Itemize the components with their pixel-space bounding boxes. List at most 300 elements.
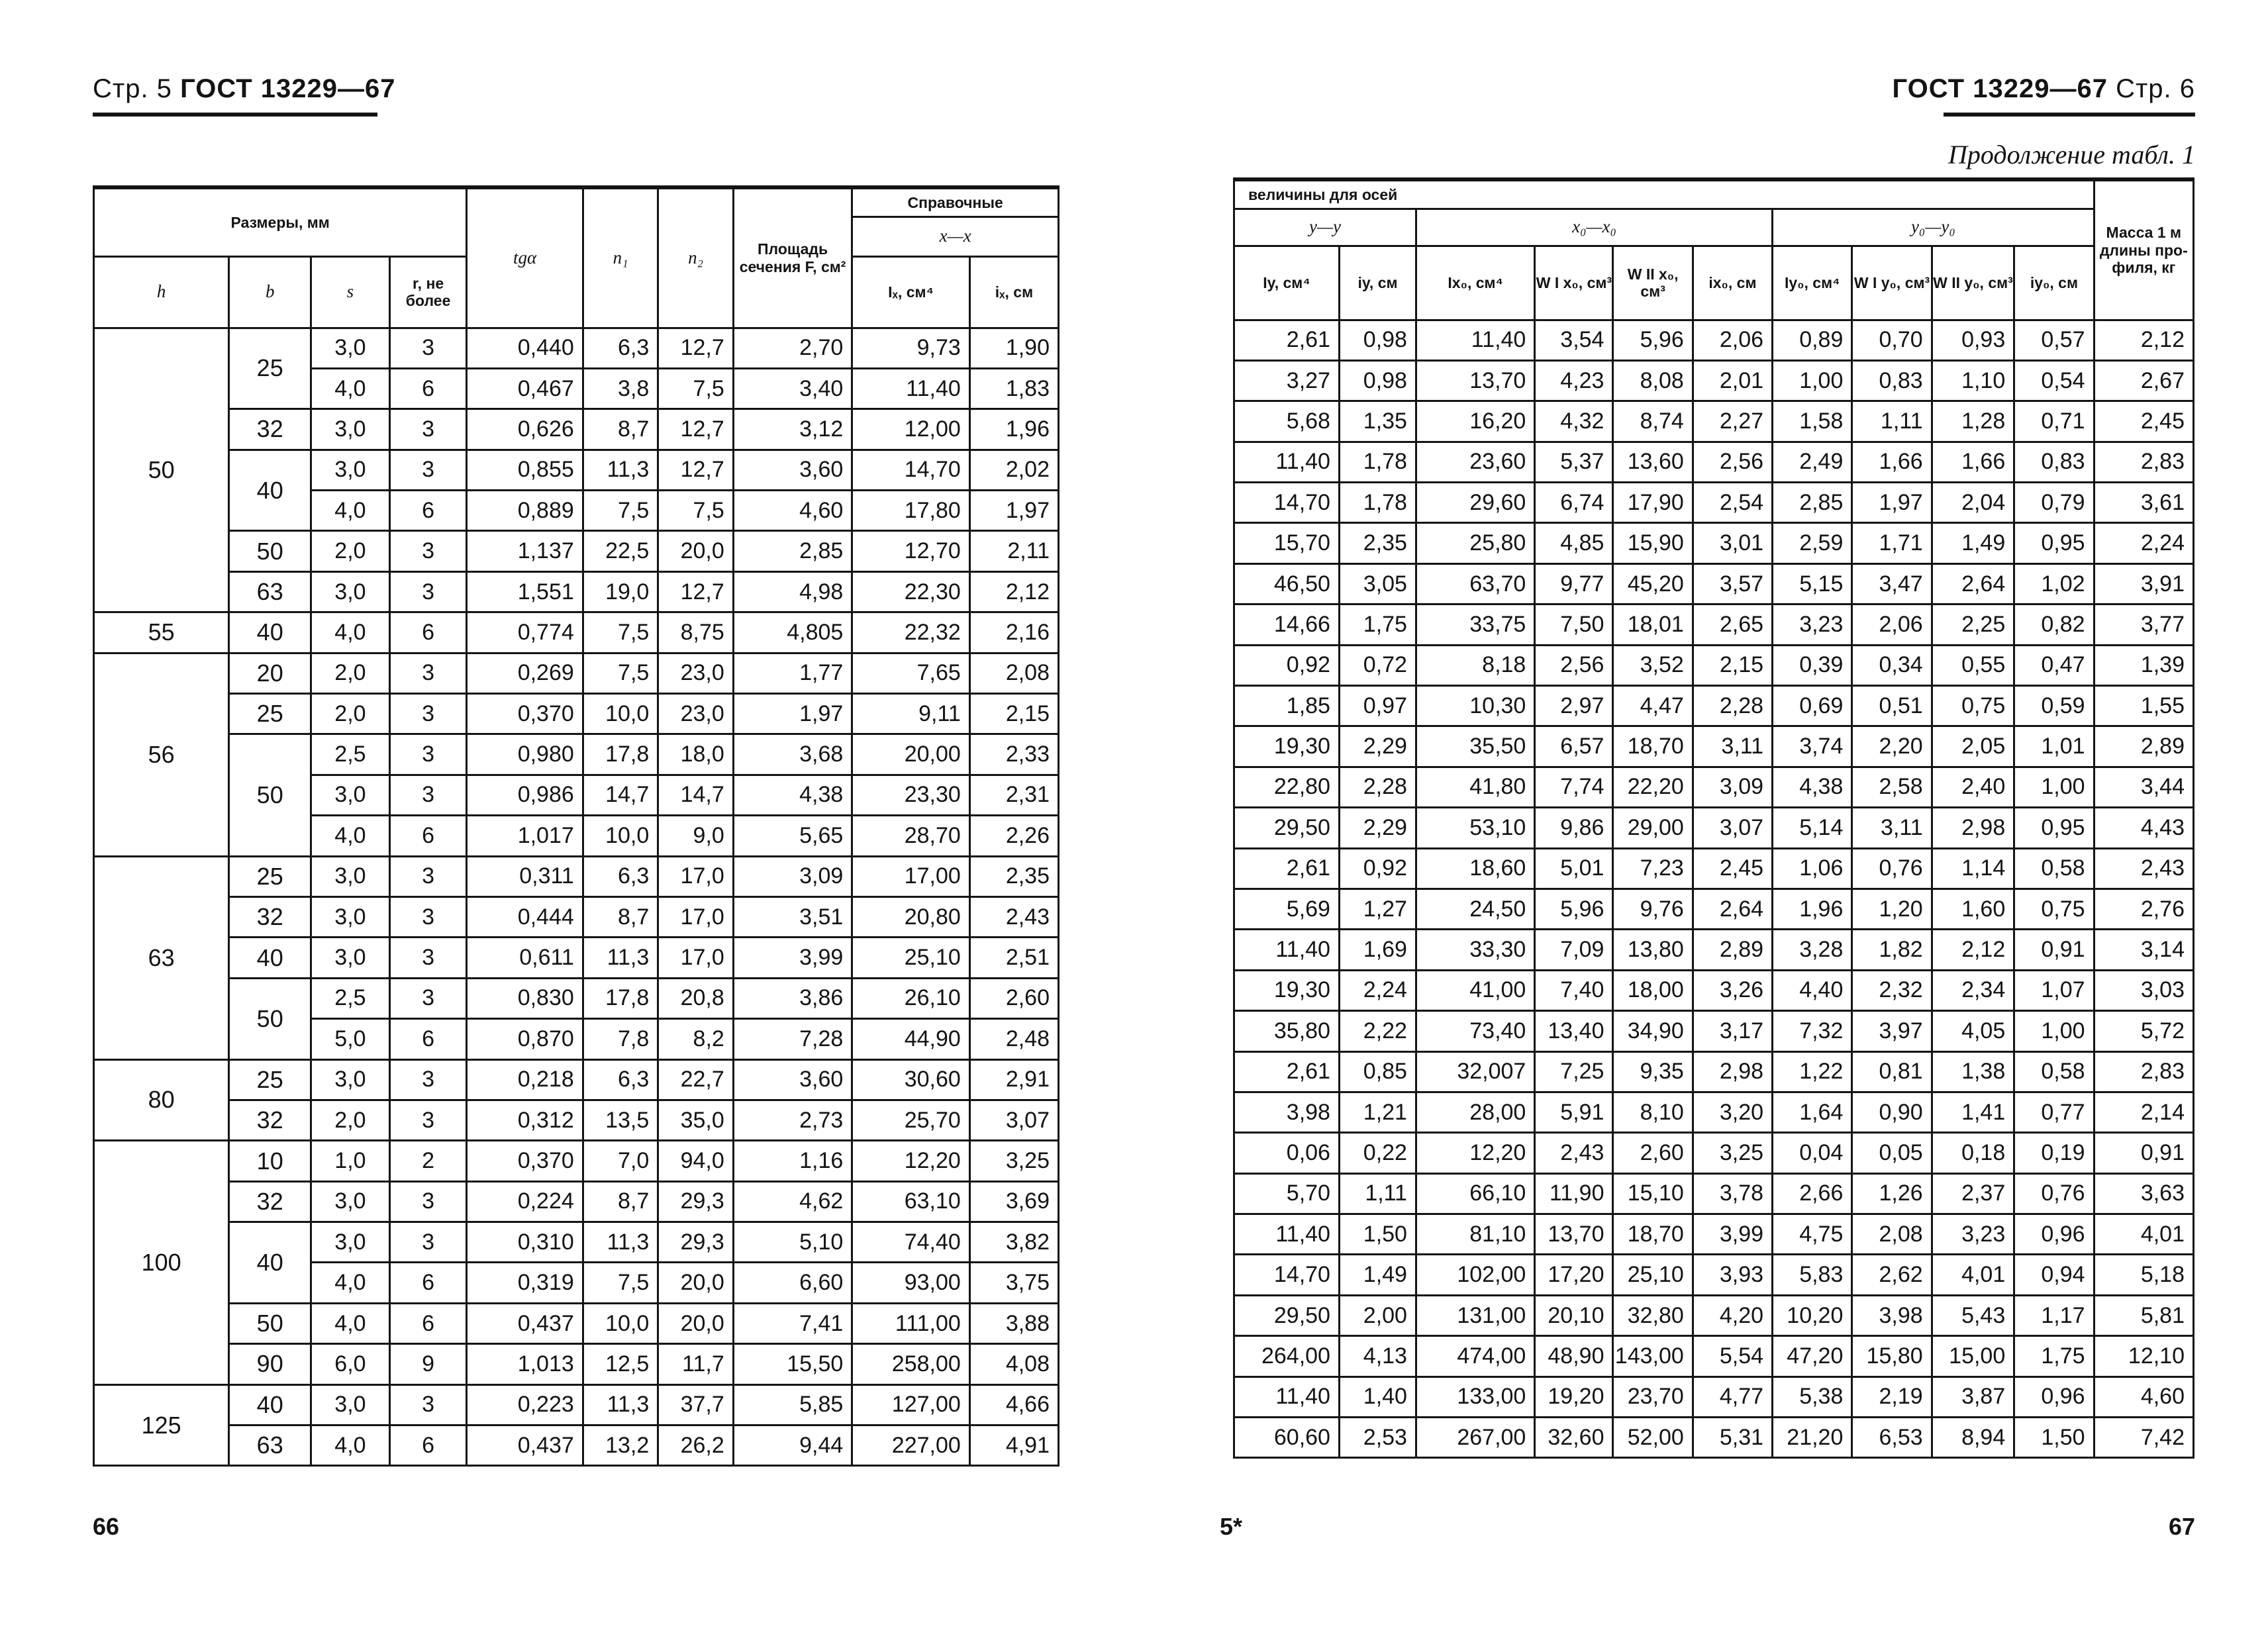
cell-b: 25 <box>229 328 311 409</box>
cell-ix-small: 1,83 <box>969 368 1058 409</box>
cell-ix0-big: 25,80 <box>1416 523 1534 563</box>
cell-wx0-1: 4,32 <box>1535 401 1613 442</box>
cell-r: 3 <box>389 531 467 571</box>
cell-wx0-1: 20,10 <box>1535 1295 1613 1335</box>
cell-ix0-small: 2,56 <box>1693 442 1772 482</box>
left-head-rule <box>93 113 377 117</box>
cell-wy0-2: 1,14 <box>1932 848 2014 889</box>
table-row <box>94 1141 1059 1181</box>
cell-ix-big: 63,10 <box>852 1181 969 1222</box>
cell-r: 3 <box>389 1059 467 1100</box>
cell-b: 63 <box>229 1425 311 1466</box>
cell-ix0-big: 131,00 <box>1416 1295 1534 1335</box>
cell-n2: 14,7 <box>658 775 734 815</box>
cell-wy0-1: 3,97 <box>1852 1011 1932 1051</box>
cell-wx0-1: 5,91 <box>1535 1092 1613 1132</box>
cell-iy0-big: 0,69 <box>1773 686 1852 726</box>
cell-n1: 10,0 <box>583 816 658 856</box>
cell-mass: 2,67 <box>2094 360 2193 401</box>
cell-ix-big: 7,65 <box>852 653 969 693</box>
cell-r: 6 <box>389 368 467 409</box>
cell-ix0-big: 474,00 <box>1416 1336 1534 1376</box>
cell-wy0-2: 3,23 <box>1932 1214 2014 1255</box>
cell-wx0-1: 6,57 <box>1535 726 1613 767</box>
cell-wx0-1: 6,74 <box>1535 483 1613 523</box>
cell-ix0-small: 3,57 <box>1693 563 1772 604</box>
cell-mass: 2,43 <box>2094 848 2193 889</box>
cell-area: 6,60 <box>733 1263 852 1303</box>
cell-ix-small: 3,75 <box>969 1263 1058 1303</box>
cell-mass: 3,77 <box>2094 604 2193 645</box>
cell-tga: 0,223 <box>467 1384 583 1425</box>
cell-ix-big: 20,80 <box>852 896 969 937</box>
cell-area: 15,50 <box>733 1344 852 1384</box>
cell-wy0-2: 8,94 <box>1932 1418 2014 1458</box>
cell-area: 5,85 <box>733 1384 852 1425</box>
cell-wx0-2: 22,20 <box>1613 767 1693 807</box>
cell-n2: 17,0 <box>658 938 734 978</box>
cell-iy0-big: 10,20 <box>1773 1295 1852 1335</box>
cell-n1: 8,7 <box>583 409 658 450</box>
cell-n2: 22,7 <box>658 1059 734 1100</box>
cell-r: 3 <box>389 571 467 612</box>
cell-area: 3,68 <box>733 734 852 775</box>
cell-wx0-1: 9,86 <box>1535 808 1613 848</box>
table-row <box>1234 1011 2194 1051</box>
cell-n1: 14,7 <box>583 775 658 815</box>
cell-ix-small: 2,15 <box>969 694 1058 734</box>
cell-b: 40 <box>229 1222 311 1304</box>
cell-mass: 7,42 <box>2094 1418 2193 1458</box>
cell-ix0-small: 3,99 <box>1693 1214 1772 1255</box>
cell-iy0-big: 2,85 <box>1773 483 1852 523</box>
cell-mass: 2,45 <box>2094 401 2193 442</box>
cell-area: 9,44 <box>733 1425 852 1466</box>
cell-wx0-1: 7,74 <box>1535 767 1613 807</box>
cell-s: 4,0 <box>311 1263 390 1303</box>
cell-iy0-big: 21,20 <box>1773 1418 1852 1458</box>
cell-s: 4,0 <box>311 491 390 531</box>
table-row <box>94 938 1059 978</box>
cell-ix0-big: 24,50 <box>1416 889 1534 929</box>
cell-wx0-1: 4,85 <box>1535 523 1613 563</box>
cell-iy0-big: 2,66 <box>1773 1173 1852 1214</box>
cell-n1: 8,7 <box>583 1181 658 1222</box>
cell-ix0-small: 2,98 <box>1693 1051 1772 1092</box>
header-iy-big: Iy, см⁴ <box>1234 246 1340 320</box>
cell-n1: 8,7 <box>583 896 658 937</box>
cell-mass: 5,18 <box>2094 1255 2193 1295</box>
cell-wx0-1: 7,25 <box>1535 1051 1613 1092</box>
table-row <box>94 571 1059 612</box>
cell-iy0-small: 1,50 <box>2014 1418 2094 1458</box>
cell-n2: 12,7 <box>658 571 734 612</box>
cell-ix0-big: 267,00 <box>1416 1418 1534 1458</box>
cell-iy-small: 2,24 <box>1339 970 1416 1010</box>
cell-iy0-small: 1,17 <box>2014 1295 2094 1335</box>
cell-ix-small: 1,90 <box>969 328 1058 368</box>
cell-n1: 13,2 <box>583 1425 658 1466</box>
cell-s: 4,0 <box>311 1303 390 1343</box>
cell-ix0-big: 13,70 <box>1416 360 1534 401</box>
cell-wx0-2: 18,70 <box>1613 1214 1693 1255</box>
cell-r: 6 <box>389 1425 467 1466</box>
cell-iy-small: 1,78 <box>1339 483 1416 523</box>
cell-ix-small: 2,11 <box>969 531 1058 571</box>
cell-b: 40 <box>229 1384 311 1425</box>
cell-b: 40 <box>229 450 311 531</box>
cell-wy0-2: 1,28 <box>1932 401 2014 442</box>
cell-b: 32 <box>229 896 311 937</box>
table-row <box>94 1059 1059 1100</box>
cell-n2: 20,0 <box>658 1263 734 1303</box>
cell-wx0-1: 48,90 <box>1535 1336 1613 1376</box>
cell-ix0-big: 32,007 <box>1416 1051 1534 1092</box>
cell-n1: 17,8 <box>583 734 658 775</box>
cell-wy0-2: 2,98 <box>1932 808 2014 848</box>
cell-b: 40 <box>229 938 311 978</box>
cell-ix-small: 2,51 <box>969 938 1058 978</box>
cell-b: 90 <box>229 1344 311 1384</box>
cell-wx0-1: 5,37 <box>1535 442 1613 482</box>
cell-wy0-1: 1,11 <box>1852 401 1932 442</box>
cell-iy0-small: 0,75 <box>2014 889 2094 929</box>
cell-area: 4,60 <box>733 491 852 531</box>
table-row <box>1234 1051 2194 1092</box>
cell-ix0-big: 66,10 <box>1416 1173 1534 1214</box>
left-folio: 66 <box>93 1513 120 1540</box>
cell-n2: 17,0 <box>658 896 734 937</box>
cell-area: 4,805 <box>733 612 852 653</box>
cell-wx0-2: 13,60 <box>1613 442 1693 482</box>
cell-ix0-big: 33,75 <box>1416 604 1534 645</box>
cell-b: 40 <box>229 612 311 653</box>
cell-iy-big: 46,50 <box>1234 563 1340 604</box>
cell-iy-small: 1,21 <box>1339 1092 1416 1132</box>
cell-wy0-1: 2,58 <box>1852 767 1932 807</box>
cell-b: 50 <box>229 978 311 1059</box>
cell-n1: 7,8 <box>583 1019 658 1059</box>
cell-ix0-big: 53,10 <box>1416 808 1534 848</box>
cell-wy0-2: 2,12 <box>1932 930 2014 970</box>
cell-s: 2,0 <box>311 531 390 571</box>
cell-wy0-2: 5,43 <box>1932 1295 2014 1335</box>
cell-ix0-small: 3,07 <box>1693 808 1772 848</box>
table-row <box>94 1344 1059 1384</box>
cell-wx0-1: 32,60 <box>1535 1418 1613 1458</box>
cell-ix0-big: 8,18 <box>1416 645 1534 685</box>
cell-s: 3,0 <box>311 1059 390 1100</box>
cell-wx0-2: 18,01 <box>1613 604 1693 645</box>
cell-area: 4,62 <box>733 1181 852 1222</box>
cell-ix-small: 2,43 <box>969 896 1058 937</box>
cell-ix-small: 3,69 <box>969 1181 1058 1222</box>
cell-mass: 2,83 <box>2094 442 2193 482</box>
cell-wx0-2: 143,00 <box>1613 1336 1693 1376</box>
cell-iy-small: 1,11 <box>1339 1173 1416 1214</box>
cell-ix0-small: 2,65 <box>1693 604 1772 645</box>
cell-iy0-small: 0,57 <box>2014 320 2094 360</box>
cell-r: 3 <box>389 938 467 978</box>
cell-tga: 0,370 <box>467 694 583 734</box>
cell-iy-big: 2,61 <box>1234 848 1340 889</box>
cell-area: 7,41 <box>733 1303 852 1343</box>
cell-ix-small: 2,12 <box>969 571 1058 612</box>
header-dimensions: Размеры, мм <box>94 187 467 256</box>
cell-tga: 1,013 <box>467 1344 583 1384</box>
table-row <box>94 531 1059 571</box>
cell-iy-big: 14,70 <box>1234 1255 1340 1295</box>
cell-n2: 12,7 <box>658 450 734 490</box>
cell-r: 6 <box>389 491 467 531</box>
cell-iy-big: 29,50 <box>1234 1295 1340 1335</box>
table-row <box>1234 1376 2194 1417</box>
cell-ix-big: 11,40 <box>852 368 969 409</box>
cell-r: 3 <box>389 694 467 734</box>
cell-iy0-small: 1,75 <box>2014 1336 2094 1376</box>
cell-n1: 13,5 <box>583 1100 658 1140</box>
table-row <box>1234 767 2194 807</box>
cell-tga: 1,551 <box>467 571 583 612</box>
cell-ix-small: 2,91 <box>969 1059 1058 1100</box>
cell-wy0-2: 0,93 <box>1932 320 2014 360</box>
header-wx0-1: W I x₀, см³ <box>1535 246 1613 320</box>
cell-iy-big: 3,98 <box>1234 1092 1340 1132</box>
cell-wy0-2: 3,87 <box>1932 1376 2014 1417</box>
cell-area: 1,16 <box>733 1141 852 1181</box>
cell-ix-small: 1,97 <box>969 491 1058 531</box>
cell-iy0-small: 0,96 <box>2014 1376 2094 1417</box>
cell-iy0-small: 0,91 <box>2014 930 2094 970</box>
cell-iy0-small: 0,19 <box>2014 1133 2094 1173</box>
cell-ix-small: 3,88 <box>969 1303 1058 1343</box>
cell-ix0-small: 2,45 <box>1693 848 1772 889</box>
cell-h: 63 <box>94 856 229 1059</box>
cell-iy-big: 5,69 <box>1234 889 1340 929</box>
cell-wy0-2: 4,05 <box>1932 1011 2014 1051</box>
cell-s: 4,0 <box>311 368 390 409</box>
cell-wx0-2: 9,35 <box>1613 1051 1693 1092</box>
cell-n1: 11,3 <box>583 1222 658 1263</box>
cell-iy-big: 29,50 <box>1234 808 1340 848</box>
table-row <box>94 1384 1059 1425</box>
header-ix-small: iₓ, см <box>969 256 1058 328</box>
cell-iy0-small: 1,07 <box>2014 970 2094 1010</box>
cell-n2: 35,0 <box>658 1100 734 1140</box>
cell-tga: 0,311 <box>467 856 583 896</box>
header-axis-y0: y₀—y₀ <box>1773 209 2095 246</box>
cell-wx0-1: 9,77 <box>1535 563 1613 604</box>
cell-mass: 3,91 <box>2094 563 2193 604</box>
cell-b: 32 <box>229 1100 311 1140</box>
cell-ix-big: 30,60 <box>852 1059 969 1100</box>
table-row <box>1234 1418 2194 1458</box>
table-row <box>94 328 1059 368</box>
cell-wx0-1: 2,97 <box>1535 686 1613 726</box>
cell-wy0-1: 0,34 <box>1852 645 1932 685</box>
cell-iy0-small: 1,00 <box>2014 1011 2094 1051</box>
cell-ix0-big: 63,70 <box>1416 563 1534 604</box>
header-ix0-small: ix₀, см <box>1693 246 1772 320</box>
cell-wx0-1: 2,56 <box>1535 645 1613 685</box>
cell-wy0-2: 1,10 <box>1932 360 2014 401</box>
right-profile-table <box>1233 177 2194 1459</box>
cell-n1: 7,5 <box>583 491 658 531</box>
table-row <box>94 1100 1059 1140</box>
cell-iy-big: 11,40 <box>1234 1214 1340 1255</box>
cell-wy0-2: 0,75 <box>1932 686 2014 726</box>
cell-area: 5,10 <box>733 1222 852 1263</box>
cell-wy0-2: 1,41 <box>1932 1092 2014 1132</box>
cell-iy-small: 0,92 <box>1339 848 1416 889</box>
cell-iy-small: 1,78 <box>1339 442 1416 482</box>
cell-area: 1,77 <box>733 653 852 693</box>
cell-iy-small: 2,29 <box>1339 808 1416 848</box>
cell-ix0-big: 73,40 <box>1416 1011 1534 1051</box>
cell-s: 3,0 <box>311 938 390 978</box>
cell-b: 20 <box>229 653 311 693</box>
cell-ix-big: 227,00 <box>852 1425 969 1466</box>
cell-iy0-small: 0,58 <box>2014 1051 2094 1092</box>
cell-iy0-small: 0,96 <box>2014 1214 2094 1255</box>
cell-ix0-big: 18,60 <box>1416 848 1534 889</box>
cell-s: 3,0 <box>311 571 390 612</box>
table-row <box>1234 1092 2194 1132</box>
cell-tga: 0,440 <box>467 328 583 368</box>
cell-ix0-small: 4,77 <box>1693 1376 1772 1417</box>
cell-n2: 17,0 <box>658 856 734 896</box>
continuation-label: Продолжение табл. 1 <box>1948 140 2195 169</box>
cell-n2: 26,2 <box>658 1425 734 1466</box>
cell-iy0-big: 3,28 <box>1773 930 1852 970</box>
cell-ix-big: 127,00 <box>852 1384 969 1425</box>
cell-iy-small: 1,40 <box>1339 1376 1416 1417</box>
cell-n2: 12,7 <box>658 409 734 450</box>
cell-iy0-small: 0,76 <box>2014 1173 2094 1214</box>
cell-h: 125 <box>94 1384 229 1466</box>
cell-iy0-big: 1,96 <box>1773 889 1852 929</box>
right-head-rule <box>1944 113 2195 117</box>
cell-wy0-1: 1,66 <box>1852 442 1932 482</box>
cell-iy-big: 15,70 <box>1234 523 1340 563</box>
header-area: Площадь сечения F, см² <box>733 187 852 328</box>
table-row <box>1234 889 2194 929</box>
cell-iy0-small: 1,02 <box>2014 563 2094 604</box>
table-row <box>94 1425 1059 1466</box>
cell-r: 3 <box>389 775 467 815</box>
cell-b: 25 <box>229 694 311 734</box>
cell-iy0-small: 1,00 <box>2014 767 2094 807</box>
cell-iy-big: 5,68 <box>1234 401 1340 442</box>
cell-ix-big: 20,00 <box>852 734 969 775</box>
table-row <box>1234 848 2194 889</box>
cell-n1: 7,5 <box>583 653 658 693</box>
cell-s: 4,0 <box>311 612 390 653</box>
cell-iy0-big: 1,22 <box>1773 1051 1852 1092</box>
cell-ix0-small: 2,54 <box>1693 483 1772 523</box>
cell-h: 80 <box>94 1059 229 1141</box>
table-row <box>1234 1173 2194 1214</box>
cell-tga: 0,319 <box>467 1263 583 1303</box>
cell-tga: 0,986 <box>467 775 583 815</box>
cell-iy0-big: 4,38 <box>1773 767 1852 807</box>
cell-iy0-small: 0,95 <box>2014 523 2094 563</box>
cell-ix-big: 93,00 <box>852 1263 969 1303</box>
cell-ix0-big: 133,00 <box>1416 1376 1534 1417</box>
table-row <box>94 409 1059 450</box>
cell-iy0-small: 0,79 <box>2014 483 2094 523</box>
cell-iy0-small: 0,83 <box>2014 442 2094 482</box>
table-row <box>1234 1133 2194 1173</box>
cell-tga: 0,224 <box>467 1181 583 1222</box>
cell-iy-small: 0,98 <box>1339 360 1416 401</box>
header-wy0-1: W I y₀, см³ <box>1852 246 1932 320</box>
cell-wy0-2: 2,34 <box>1932 970 2014 1010</box>
cell-n2: 29,3 <box>658 1222 734 1263</box>
cell-ix-big: 111,00 <box>852 1303 969 1343</box>
cell-ix0-big: 12,20 <box>1416 1133 1534 1173</box>
cell-mass: 5,72 <box>2094 1011 2193 1051</box>
cell-wx0-2: 45,20 <box>1613 563 1693 604</box>
cell-ix0-small: 5,54 <box>1693 1336 1772 1376</box>
cell-s: 2,0 <box>311 653 390 693</box>
right-page <box>1134 0 2268 1642</box>
cell-iy0-small: 0,71 <box>2014 401 2094 442</box>
cell-wy0-2: 2,25 <box>1932 604 2014 645</box>
cell-tga: 0,855 <box>467 450 583 490</box>
cell-wx0-2: 7,23 <box>1613 848 1693 889</box>
table-row <box>94 856 1059 896</box>
cell-wy0-1: 3,11 <box>1852 808 1932 848</box>
cell-iy-small: 0,72 <box>1339 645 1416 685</box>
cell-iy-big: 264,00 <box>1234 1336 1340 1376</box>
table-row <box>1234 563 2194 604</box>
cell-n1: 12,5 <box>583 1344 658 1384</box>
cell-s: 2,0 <box>311 694 390 734</box>
cell-s: 3,0 <box>311 328 390 368</box>
cell-s: 3,0 <box>311 856 390 896</box>
right-running-head <box>1893 74 2195 104</box>
cell-ix0-big: 33,30 <box>1416 930 1534 970</box>
cell-s: 4,0 <box>311 816 390 856</box>
cell-wx0-1: 5,01 <box>1535 848 1613 889</box>
cell-wx0-2: 4,47 <box>1613 686 1693 726</box>
table-row <box>1234 930 2194 970</box>
cell-ix0-small: 2,89 <box>1693 930 1772 970</box>
table-row <box>1234 1295 2194 1335</box>
cell-area: 4,38 <box>733 775 852 815</box>
header-s: s <box>311 256 390 328</box>
cell-iy0-small: 1,01 <box>2014 726 2094 767</box>
cell-s: 6,0 <box>311 1344 390 1384</box>
cell-ix0-small: 3,09 <box>1693 767 1772 807</box>
header-b: b <box>229 256 311 328</box>
cell-mass: 5,81 <box>2094 1295 2193 1335</box>
cell-iy0-small: 0,94 <box>2014 1255 2094 1295</box>
table-row <box>1234 645 2194 685</box>
right-standard-label: ГОСТ 13229—67 <box>1892 74 2108 103</box>
cell-ix-big: 22,32 <box>852 612 969 653</box>
cell-iy0-small: 0,47 <box>2014 645 2094 685</box>
cell-r: 6 <box>389 816 467 856</box>
cell-wy0-1: 15,80 <box>1852 1336 1932 1376</box>
cell-tga: 0,467 <box>467 368 583 409</box>
table-row <box>1234 1214 2194 1255</box>
cell-mass: 0,91 <box>2094 1133 2193 1173</box>
cell-r: 3 <box>389 978 467 1018</box>
cell-ix-big: 44,90 <box>852 1019 969 1059</box>
cell-r: 3 <box>389 856 467 896</box>
